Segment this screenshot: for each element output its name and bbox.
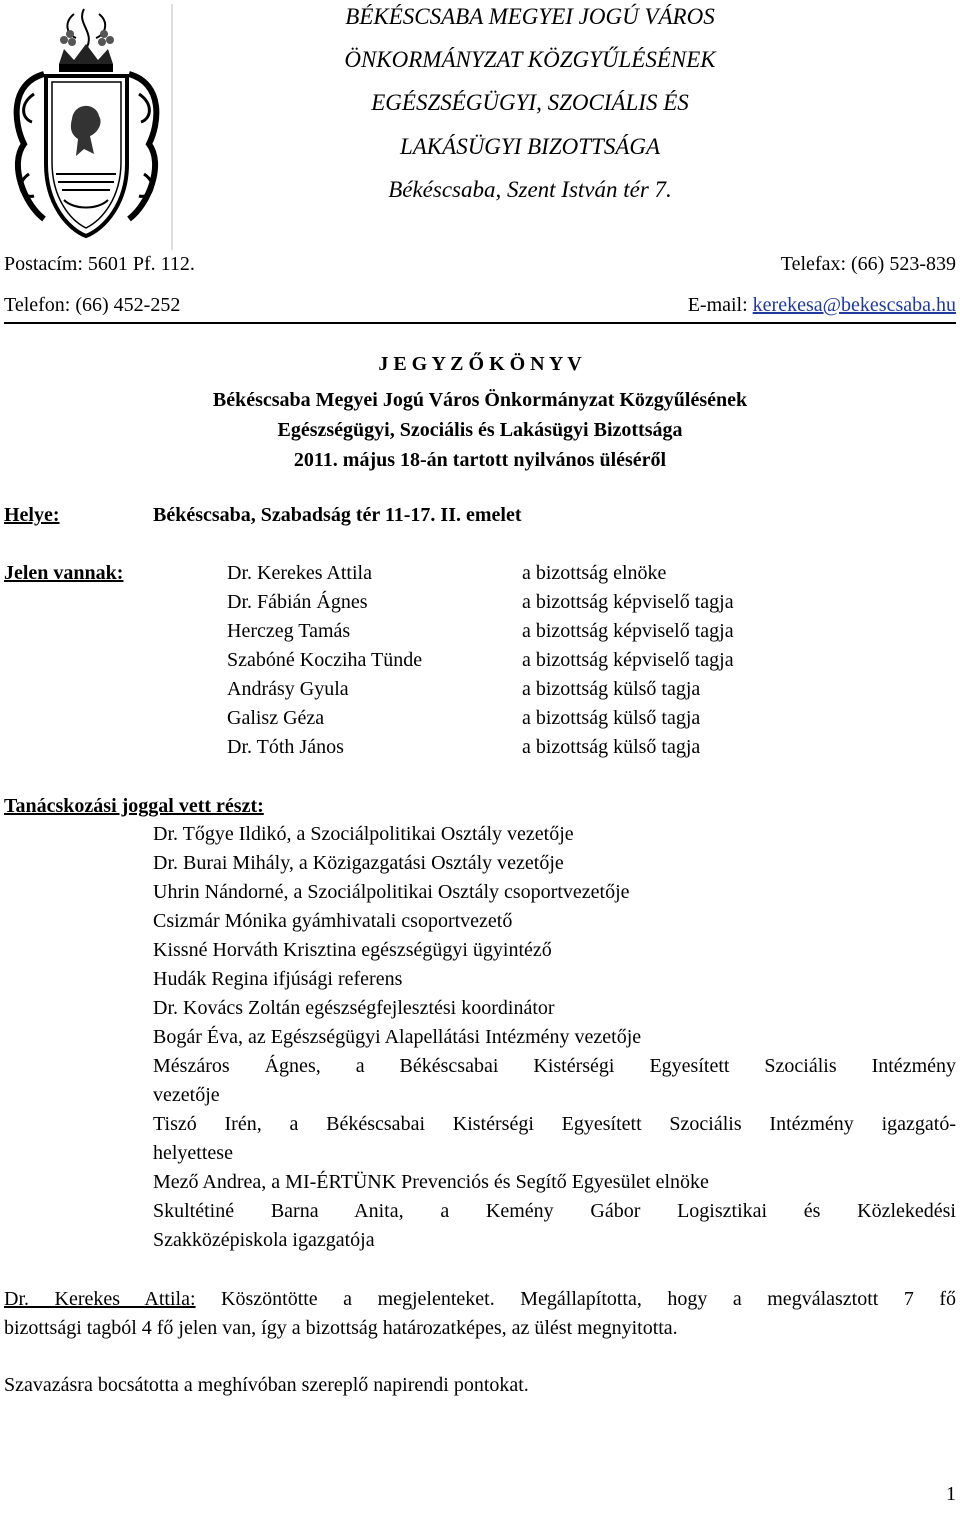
document-title: J E G Y Z Ő K Ö N Y V xyxy=(378,353,582,375)
location-value: Békéscsaba, Szabadság tér 11-17. II. emelet xyxy=(153,504,522,526)
opening-text: Köszöntötte a megjelenteket. Megállapította, hogy a megválasztott 7 fő xyxy=(195,1288,956,1310)
advisory-participant: Csizmár Mónika gyámhivatali csoportvezető xyxy=(153,910,513,932)
advisory-participant: Dr. Tőgye Ildikó, a Szociálpolitikai Osztály vezetője xyxy=(153,823,574,845)
attendee-name: Szabóné Kocziha Tünde xyxy=(227,649,423,671)
fax-number: Telefax: (66) 523-839 xyxy=(780,253,956,275)
attendee-role: a bizottság elnöke xyxy=(522,562,667,584)
advisory-participant-cont: vezetője xyxy=(153,1084,220,1106)
advisory-participant: Mező Andrea, a MI-ÉRTÜNK Prevenciós és Segítő Egyesület elnöke xyxy=(153,1171,709,1193)
advisory-participant: Uhrin Nándorné, a Szociálpolitikai Osztály csoportvezetője xyxy=(153,881,630,903)
coat-of-arms-logo xyxy=(4,4,174,250)
title-line-3: 2011. május 18-án tartott nyilvános üléséről xyxy=(293,449,667,471)
attendee-name: Dr. Kerekes Attila xyxy=(227,562,372,584)
attendee-name: Galisz Géza xyxy=(227,707,325,729)
advisory-participant: Hudák Regina ifjúsági referens xyxy=(153,968,403,990)
page-number: 1 xyxy=(946,1483,956,1505)
attendee-name: Herczeg Tamás xyxy=(227,620,351,642)
attendee-role: a bizottság külső tagja xyxy=(522,707,701,729)
advisory-participant: Skultétiné Barna Anita, a Kemény Gábor Logisztikai és Közlekedési xyxy=(153,1200,956,1222)
header-line-4: LAKÁSÜGYI BIZOTTSÁGA xyxy=(399,134,661,159)
advisory-participant: Bogár Éva, az Egészségügyi Alapellátási Intézmény vezetője xyxy=(153,1026,642,1048)
email-line xyxy=(688,294,956,317)
opening-paragraph-line-2: bizottsági tagból 4 fő jelen van, így a bizottság határozatképes, az ülést megnyitotta. xyxy=(4,1317,678,1339)
email-link[interactable]: kerekesa@bekescsaba.hu xyxy=(752,294,956,316)
opening-paragraph-line-1 xyxy=(4,1288,956,1311)
email-label: E-mail: xyxy=(687,294,753,316)
attendee-name: Dr. Tóth János xyxy=(227,736,344,758)
phone-number: Telefon: (66) 452-252 xyxy=(4,294,181,316)
advisory-participant-cont: Szakközépiskola igazgatója xyxy=(153,1229,375,1251)
attendee-role: a bizottság külső tagja xyxy=(522,736,701,758)
attendee-role: a bizottság külső tagja xyxy=(522,678,701,700)
advisory-label: Tanácskozási joggal vett részt: xyxy=(4,795,264,817)
title-line-1: Békéscsaba Megyei Jogú Város Önkormányzat Közgyűlésének xyxy=(212,389,748,411)
attendee-role: a bizottság képviselő tagja xyxy=(522,649,734,671)
postal-address: Postacím: 5601 Pf. 112. xyxy=(4,253,195,275)
agenda-paragraph: Szavazásra bocsátotta a meghívóban szereplő napirendi pontokat. xyxy=(4,1374,529,1396)
advisory-participant-cont: helyettese xyxy=(153,1142,233,1164)
advisory-participant: Dr. Burai Mihály, a Közigazgatási Osztály vezetője xyxy=(153,852,564,874)
header-divider xyxy=(4,322,956,324)
advisory-participant: Tiszó Irén, a Békéscsabai Kistérségi Egyesített Szociális Intézmény igazgató- xyxy=(153,1113,956,1135)
attendee-role: a bizottság képviselő tagja xyxy=(522,591,734,613)
attendee-name: Dr. Fábián Ágnes xyxy=(227,591,368,613)
title-line-2: Egészségügyi, Szociális és Lakásügyi Bizottsága xyxy=(277,419,683,441)
attendees-label: Jelen vannak: xyxy=(4,562,124,584)
attendee-role: a bizottság képviselő tagja xyxy=(522,620,734,642)
speaker-name: Dr. Kerekes Attila: xyxy=(4,1288,196,1310)
location-label: Helye: xyxy=(4,504,60,526)
header-line-1: BÉKÉSCSABA MEGYEI JOGÚ VÁROS xyxy=(345,4,715,29)
header-line-2: ÖNKORMÁNYZAT KÖZGYŰLÉSÉNEK xyxy=(344,47,716,72)
advisory-participant: Mészáros Ágnes, a Békéscsabai Kistérségi Egyesített Szociális Intézmény xyxy=(153,1055,956,1077)
header-line-3: EGÉSZSÉGÜGYI, SZOCIÁLIS ÉS xyxy=(371,90,689,115)
advisory-participant: Kissné Horváth Krisztina egészségügyi ügyintéző xyxy=(153,939,552,961)
attendee-name: Andrásy Gyula xyxy=(227,678,349,700)
advisory-participant: Dr. Kovács Zoltán egészségfejlesztési koordinátor xyxy=(153,997,555,1019)
header-address: Békéscsaba, Szent István tér 7. xyxy=(388,177,672,202)
